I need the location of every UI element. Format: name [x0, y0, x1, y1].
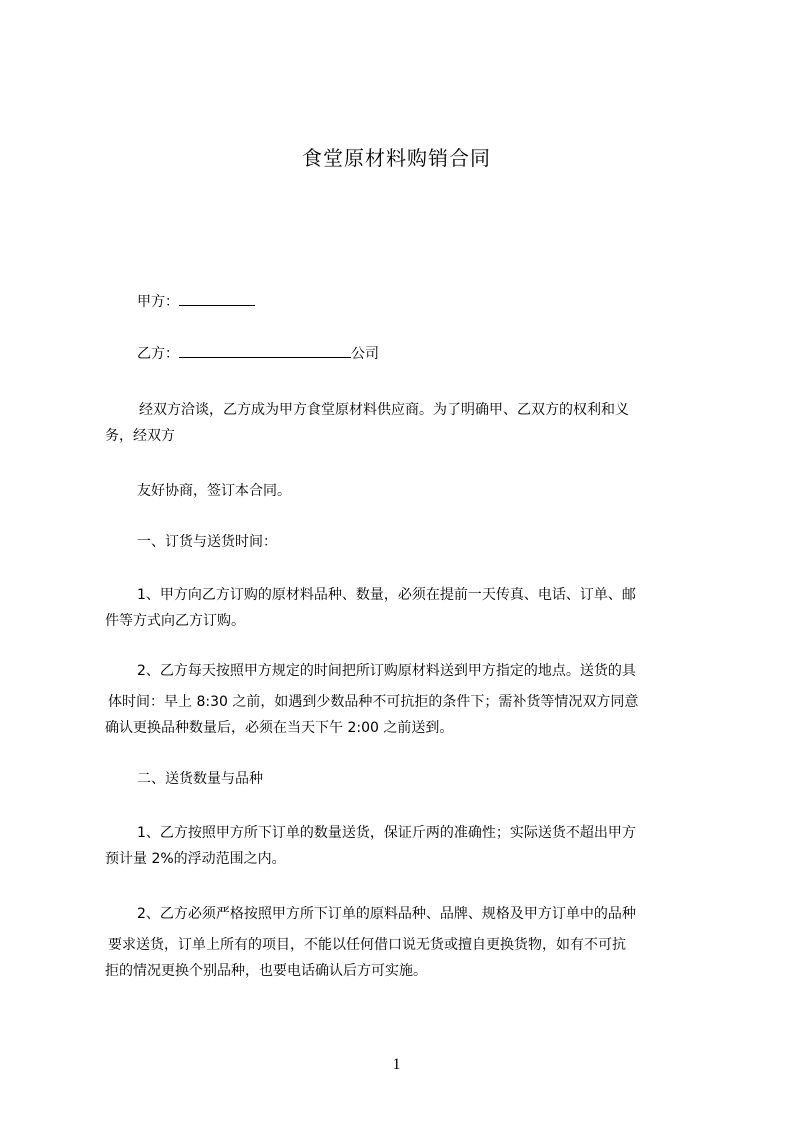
section-2-item-1-line-2: 预计量 2%的浮动范围之内。: [105, 851, 286, 867]
section-1-heading: 一、订货与送货时间：: [137, 534, 277, 550]
section-2-item-2-line-3: 拒的情况更换个别品种，也要电话确认后方可实施。: [105, 963, 427, 979]
page-number: 1: [392, 1056, 401, 1073]
intro-line-2: 务，经双方: [105, 428, 175, 444]
section-1-item-2-line-2: 体时间：早上 8:30 之前，如遇到少数品种不可抗拒的条件下；需补货等情况双方同意: [108, 694, 639, 710]
intro-line-3: 友好协商，签订本合同。: [137, 483, 291, 499]
section-2-item-2-line-1: 2、乙方必须严格按照甲方所下订单的原料品种、品牌、规格及甲方订单中的品种: [137, 906, 636, 922]
party-b-blank: [179, 343, 351, 358]
section-1-item-1-line-2: 件等方式向乙方订购。: [105, 613, 245, 629]
section-1-item-2-line-1: 2、乙方每天按照甲方规定的时间把所订购原材料送到甲方指定的地点。送货的具: [137, 663, 636, 679]
document-title: 食堂原材料购销合同: [302, 146, 491, 170]
party-a-label: 甲方：: [137, 294, 179, 310]
party-b-line: [137, 342, 742, 367]
party-b-suffix: 公司: [351, 346, 379, 362]
section-1-item-2-line-3: 确认更换品种数量后，必须在当天下午 2:00 之前送到。: [105, 720, 454, 736]
party-b-label: 乙方：: [137, 346, 179, 362]
section-1-item-1-line-1: 1、甲方向乙方订购的原材料品种、数量，必须在提前一天传真、电话、订单、邮: [137, 587, 636, 603]
party-a-blank: [179, 291, 255, 306]
section-2-item-1-line-1: 1、乙方按照甲方所下订单的数量送货，保证斤两的准确性；实际送货不超出甲方: [137, 825, 636, 841]
party-a-line: [137, 290, 742, 315]
intro-line-1: 经双方洽谈，乙方成为甲方食堂原材料供应商。为了明确甲、乙双方的权利和义: [139, 402, 629, 418]
section-2-item-2-line-2: 要求送货，订单上所有的项目，不能以任何借口说无货或擅自更换货物，如有不可抗: [108, 937, 626, 953]
section-2-heading: 二、送货数量与品种: [137, 771, 263, 787]
